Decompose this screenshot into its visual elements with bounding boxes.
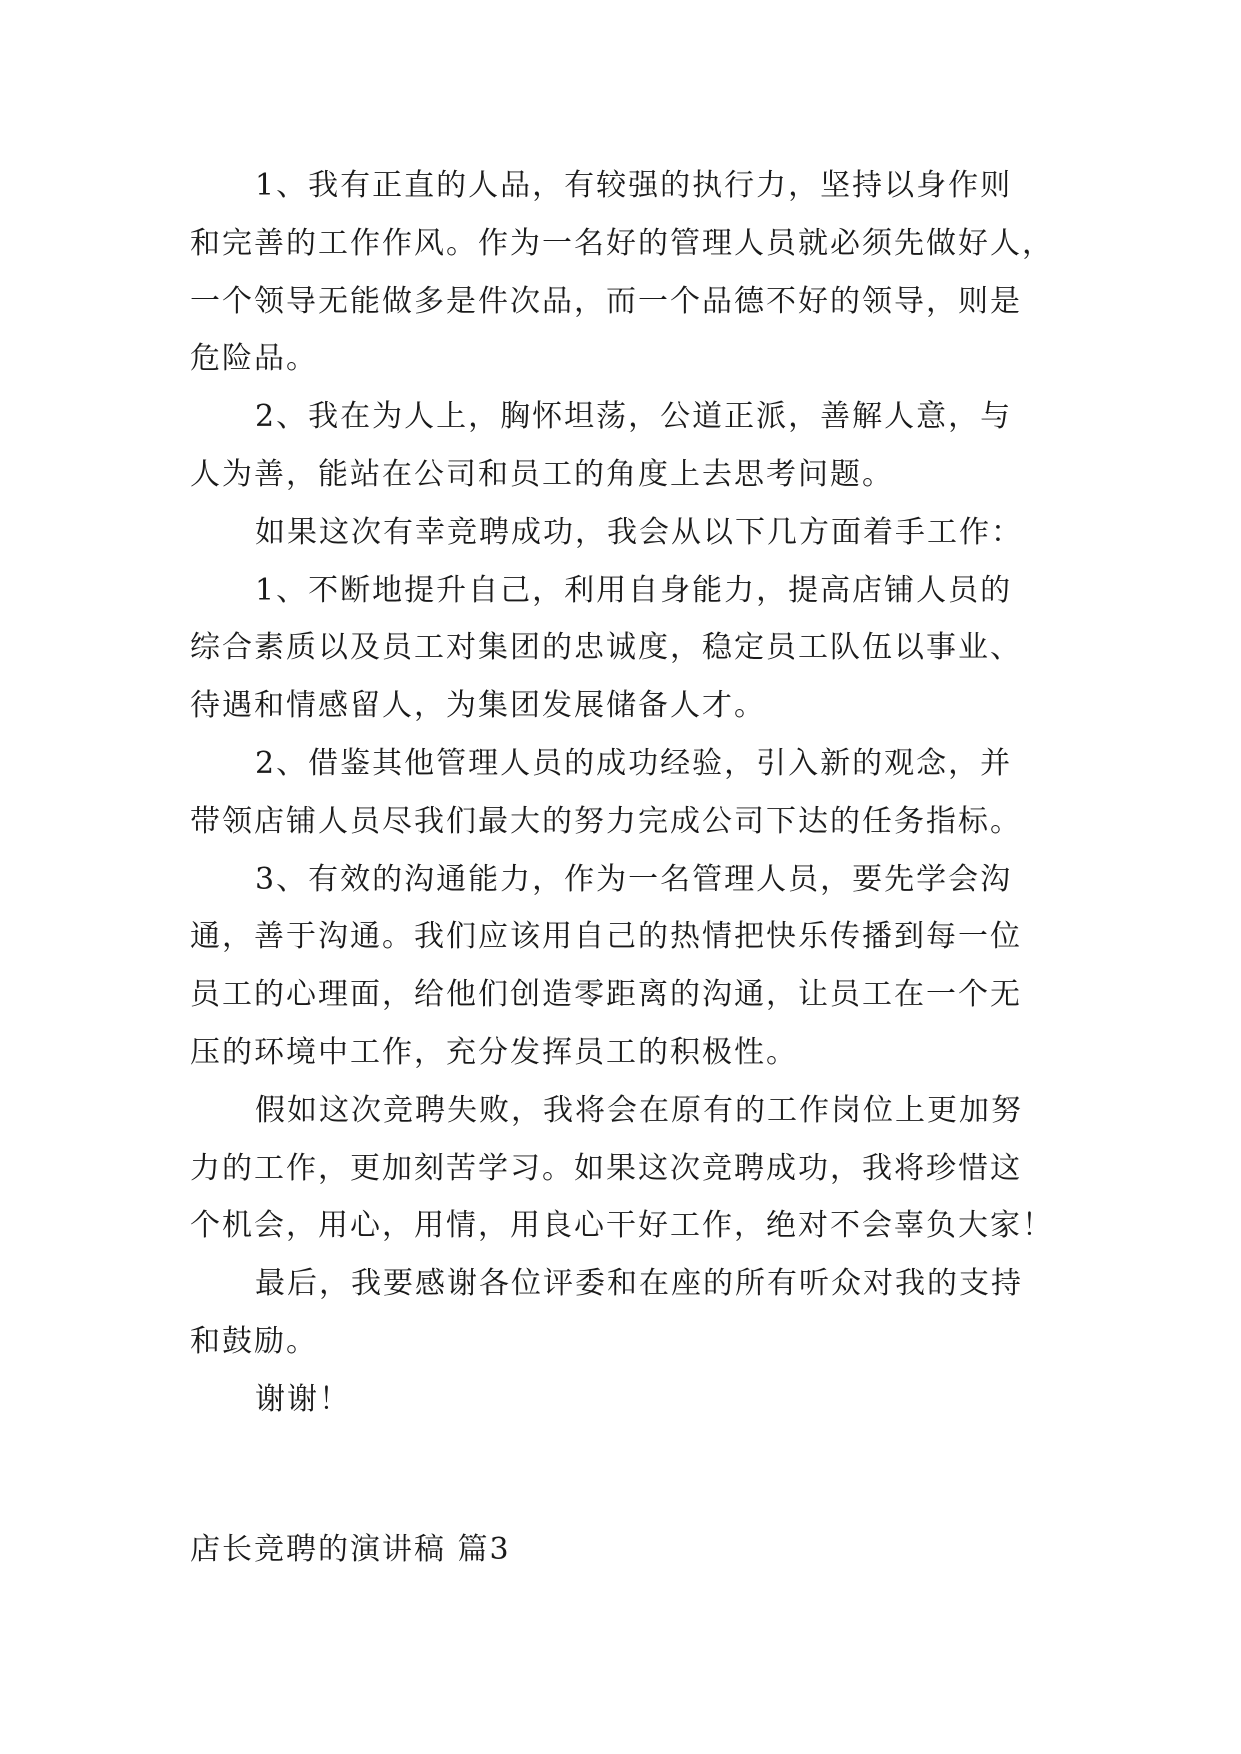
paragraph-line: 人为善，能站在公司和员工的角度上去思考问题。 [190, 456, 894, 492]
paragraph-line: 假如这次竞聘失败，我将会在原有的工作岗位上更加努 [255, 1092, 1023, 1128]
paragraph-line: 2、我在为人上，胸怀坦荡，公道正派，善解人意，与 [255, 399, 1013, 435]
document-body [190, 157, 1080, 1578]
paragraph-line: 2、借鉴其他管理人员的成功经验，引入新的观念，并 [255, 745, 1013, 781]
section-heading: 店长竞聘的演讲稿 篇3 [190, 1531, 511, 1567]
paragraph-line: 带领店铺人员尽我们最大的努力完成公司下达的任务指标。 [190, 803, 1022, 839]
paragraph-line: 3、有效的沟通能力，作为一名管理人员，要先学会沟 [255, 861, 1013, 897]
paragraph-line: 如果这次有幸竞聘成功，我会从以下几方面着手工作： [255, 514, 1023, 550]
paragraph-line: 和完善的工作作风。作为一名好的管理人员就必须先做好人， [190, 225, 1054, 261]
paragraph-line: 待遇和情感留人，为集团发展储备人才。 [190, 688, 766, 724]
paragraph-line: 员工的心理面，给他们创造零距离的沟通，让员工在一个无 [190, 977, 1022, 1013]
paragraph-line: 一个领导无能做多是件次品，而一个品德不好的领导，则是 [190, 283, 1022, 319]
paragraph-line: 综合素质以及员工对集团的忠诚度，稳定员工队伍以事业、 [190, 630, 1022, 666]
paragraph-line: 最后，我要感谢各位评委和在座的所有听众对我的支持 [255, 1266, 1023, 1302]
paragraph-line: 和鼓励。 [190, 1323, 318, 1359]
paragraph-line: 力的工作，更加刻苦学习。如果这次竞聘成功，我将珍惜这 [190, 1150, 1022, 1186]
section-spacer [190, 1429, 1080, 1521]
paragraph-line: 压的环境中工作，充分发挥员工的积极性。 [190, 1034, 798, 1070]
paragraph-line: 1、我有正直的人品，有较强的执行力，坚持以身作则 [255, 168, 1013, 203]
paragraph-line: 危险品。 [190, 341, 318, 377]
paragraph-line: 1、不断地提升自己，利用自身能力，提高店铺人员的 [255, 572, 1013, 608]
paragraph-line: 个机会，用心，用情，用良心干好工作，绝对不会辜负大家！ [190, 1208, 1054, 1244]
paragraph-line: 通，善于沟通。我们应该用自己的热情把快乐传播到每一位 [190, 919, 1022, 955]
paragraph-line: 谢谢！ [255, 1381, 351, 1417]
